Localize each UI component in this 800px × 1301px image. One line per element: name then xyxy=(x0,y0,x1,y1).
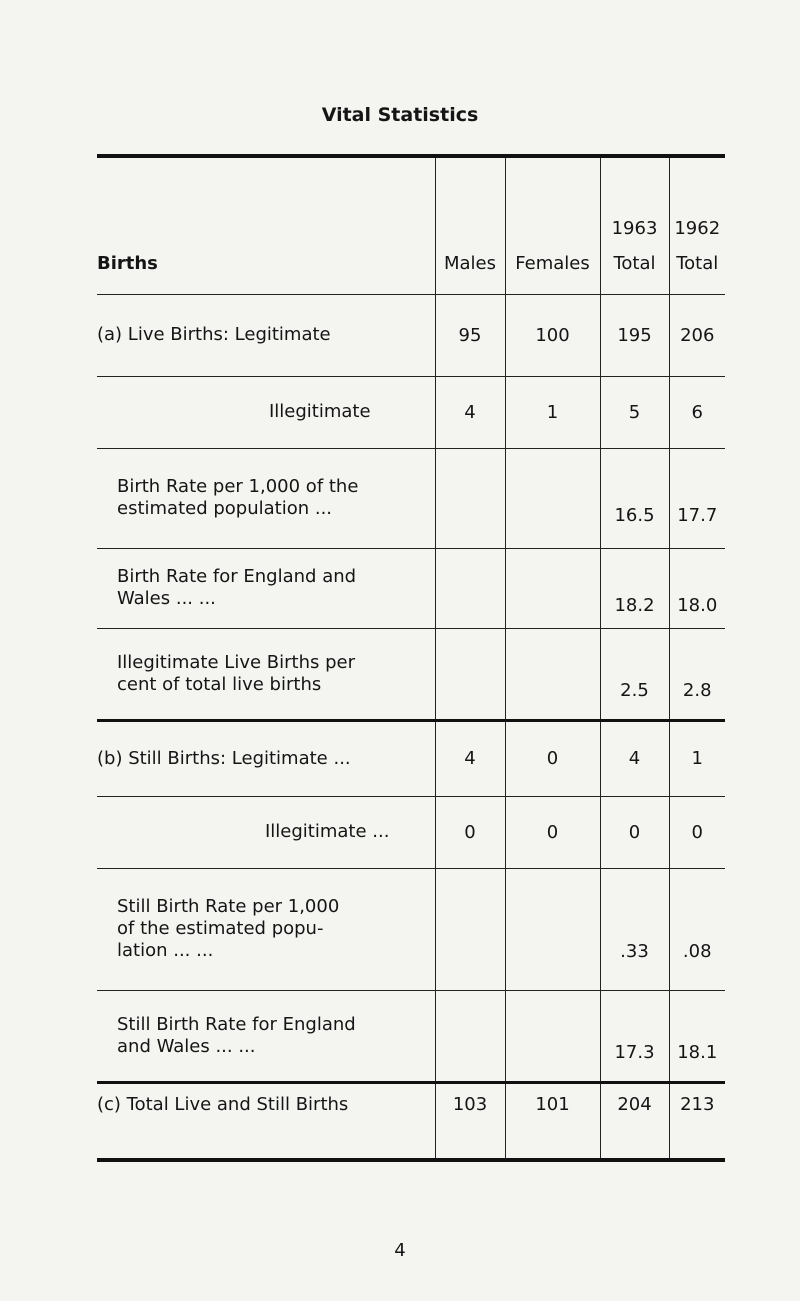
header-year-1963: 1963 xyxy=(611,217,658,239)
header-total-1963: Total xyxy=(613,252,656,274)
header-births: Births xyxy=(97,156,435,294)
cell-1962: 1 xyxy=(669,720,725,796)
header-1963-total xyxy=(600,156,669,294)
cell-1962: 6 xyxy=(669,376,725,448)
row-label: (c) Total Live and Still Births xyxy=(97,1082,435,1160)
row-label-line: Birth Rate for England and xyxy=(117,566,357,587)
row-label-line: cent of total live births xyxy=(117,673,322,695)
row-label-line: Still Birth Rate for England xyxy=(117,1013,356,1035)
table-row xyxy=(97,376,725,448)
cell-1963: 18.2 xyxy=(600,548,669,628)
table-row xyxy=(97,868,725,990)
cell-1963: 204 xyxy=(600,1082,669,1160)
page-number: 4 xyxy=(394,1240,406,1261)
cell-1962: 0 xyxy=(669,796,725,868)
row-label-line: Wales ... ... xyxy=(117,588,216,609)
cell-females: 101 xyxy=(505,1082,600,1160)
table-row xyxy=(97,990,725,1082)
cell-females xyxy=(505,990,600,1082)
cell-1962: 206 xyxy=(669,294,725,376)
row-label: Illegitimate ... xyxy=(97,796,435,868)
cell-1962: 17.7 xyxy=(669,448,725,548)
page-title: Vital Statistics xyxy=(321,104,479,126)
table-row xyxy=(97,548,725,628)
header-row xyxy=(97,156,725,294)
table-row xyxy=(97,628,725,720)
row-label xyxy=(97,868,435,990)
row-label: Illegitimate xyxy=(97,376,435,448)
cell-females xyxy=(505,628,600,720)
cell-males xyxy=(435,448,505,548)
row-label: (b) Still Births: Legitimate ... xyxy=(97,720,435,796)
table-row xyxy=(97,294,725,376)
table-row xyxy=(97,448,725,548)
cell-1963: 4 xyxy=(600,720,669,796)
cell-males: 4 xyxy=(435,720,505,796)
cell-1963: 2.5 xyxy=(600,628,669,720)
cell-males: 0 xyxy=(435,796,505,868)
cell-1963: .33 xyxy=(600,868,669,990)
header-1962-total xyxy=(669,156,725,294)
row-label-line: Birth Rate per 1,000 of the xyxy=(117,476,359,497)
table-row xyxy=(97,1082,725,1160)
row-label xyxy=(97,990,435,1082)
cell-males: 103 xyxy=(435,1082,505,1160)
cell-1963: 5 xyxy=(600,376,669,448)
cell-females: 0 xyxy=(505,796,600,868)
row-label-line: and Wales ... ... xyxy=(117,1035,256,1057)
vital-statistics-table xyxy=(97,154,725,1162)
cell-females: 100 xyxy=(505,294,600,376)
cell-1963: 0 xyxy=(600,796,669,868)
cell-females xyxy=(505,868,600,990)
cell-1962: .08 xyxy=(669,868,725,990)
row-label-line: estimated population ... xyxy=(117,498,333,519)
cell-males xyxy=(435,990,505,1082)
cell-females: 0 xyxy=(505,720,600,796)
header-females: Females xyxy=(505,156,600,294)
cell-males: 4 xyxy=(435,376,505,448)
row-label-line: lation ... ... xyxy=(117,940,214,961)
header-year-1962: 1962 xyxy=(674,217,721,239)
header-males: Males xyxy=(435,156,505,294)
row-label xyxy=(97,548,435,628)
row-label xyxy=(97,628,435,720)
table-row xyxy=(97,796,725,868)
cell-females: 1 xyxy=(505,376,600,448)
cell-males: 95 xyxy=(435,294,505,376)
cell-females xyxy=(505,448,600,548)
cell-males xyxy=(435,548,505,628)
cell-1962: 18.0 xyxy=(669,548,725,628)
row-label: (a) Live Births: Legitimate xyxy=(97,294,435,376)
cell-males xyxy=(435,628,505,720)
cell-females xyxy=(505,548,600,628)
header-total-1962: Total xyxy=(676,252,719,274)
row-label-line: Illegitimate Live Births per xyxy=(117,651,355,673)
row-label-line: Still Birth Rate per 1,000 xyxy=(117,896,340,917)
cell-1963: 195 xyxy=(600,294,669,376)
row-label xyxy=(97,448,435,548)
cell-1962: 213 xyxy=(669,1082,725,1160)
cell-1963: 17.3 xyxy=(600,990,669,1082)
row-label-line: of the estimated popu- xyxy=(117,918,324,939)
table-row xyxy=(97,720,725,796)
cell-1962: 18.1 xyxy=(669,990,725,1082)
cell-males xyxy=(435,868,505,990)
cell-1963: 16.5 xyxy=(600,448,669,548)
cell-1962: 2.8 xyxy=(669,628,725,720)
